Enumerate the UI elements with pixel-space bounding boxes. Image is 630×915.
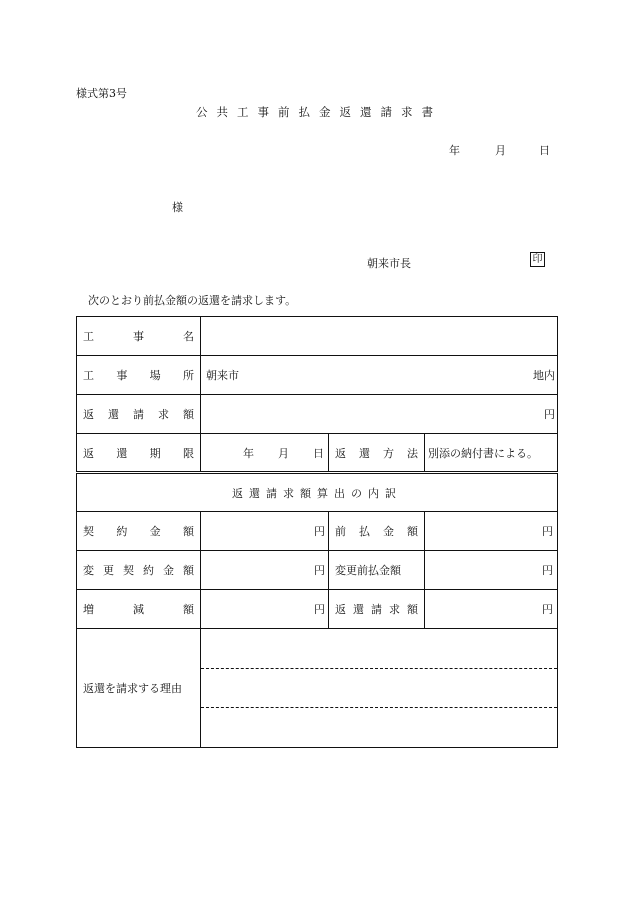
char: 増 [83,603,94,616]
construction-site-field[interactable] [201,356,558,395]
construction-site-suffix: 地内 [533,369,556,382]
row-return-amount [77,395,558,434]
intro-text: 次のとおり前払金額の返還を請求します。 [88,294,297,307]
label-construction-site-text [83,367,194,383]
char: 返 [83,446,94,460]
label-change-amount-text [83,601,194,617]
construction-site-city: 朝来市 [206,369,239,382]
char: 返 [335,603,346,616]
char: 還 [108,408,119,421]
yen-unit: 円 [314,525,325,538]
char: 約 [116,525,128,538]
yen-unit: 円 [542,603,554,616]
char: 契 [123,564,134,577]
char: 求 [158,408,169,421]
char: 場 [149,369,161,382]
label-contract-amount-text [83,523,194,539]
char: 払 [359,525,370,538]
label-construction-site [77,356,201,395]
label-return-amount [77,395,201,434]
advance-amount-field[interactable] [425,512,558,551]
construction-site-content [206,367,555,383]
seal-mark: 印 [530,252,545,267]
char: 還 [353,603,364,616]
construction-name-field[interactable] [201,317,558,356]
char: 金 [163,564,174,577]
deadline-field[interactable] [201,434,329,473]
label-reason: 返還を請求する理由 [77,629,201,748]
char: 額 [407,525,418,538]
label-construction-name [77,317,201,356]
yen-unit: 円 [544,408,556,421]
deadline-content [207,445,324,461]
change-amount-field[interactable] [201,590,329,629]
char: 前 [335,525,346,538]
document-title: 公共工事前払金返還請求書 [196,105,442,119]
issuer-name: 朝来市長 [367,257,411,270]
reason-line-1[interactable] [201,629,557,669]
label-method-text [335,445,418,461]
request-form-table [76,316,558,748]
yen-unit: 円 [314,603,325,616]
method-value: 別添の納付書による。 [425,434,558,473]
changed-advance-field[interactable] [425,551,558,590]
contract-amount-field[interactable] [201,512,329,551]
char: 変 [83,564,94,577]
row-construction-name [77,317,558,356]
document-date [449,142,550,158]
label-deadline-text [83,445,194,461]
char: 限 [182,446,194,460]
char: 事 [116,369,128,382]
char: 還 [116,446,128,460]
char: 返 [83,408,94,421]
char: 工 [83,369,94,382]
char: 返 [335,446,346,460]
char: 求 [389,603,400,616]
char: 請 [133,408,144,421]
char: 額 [183,603,194,616]
return-amount-2-field[interactable] [425,590,558,629]
char: 更 [103,564,114,577]
label-return-amount-2 [329,590,425,629]
char: 所 [182,369,194,382]
label-return-amount-2-text [335,601,418,617]
reason-line-3[interactable] [201,708,557,747]
label-deadline [77,434,201,473]
date-month: 月 [495,144,506,157]
yen-unit: 円 [542,525,554,538]
changed-contract-field[interactable] [201,551,329,590]
row-changed-contract-advance [77,551,558,590]
yen-unit: 円 [542,564,554,577]
char: 請 [371,603,382,616]
char: 工 [83,330,94,343]
char: 法 [407,446,418,460]
char: 還 [359,446,370,460]
breakdown-title: 返還請求額算出の内訳 [77,473,558,512]
deadline-day: 日 [313,446,324,460]
char: 約 [143,564,154,577]
deadline-month: 月 [278,446,289,460]
char: 額 [183,408,194,421]
form-number: 様式第3号 [76,87,127,100]
date-year: 年 [449,144,460,157]
char: 額 [407,603,418,616]
label-contract-amount [77,512,201,551]
return-amount-field[interactable] [201,395,558,434]
row-construction-site [77,356,558,395]
reason-field[interactable] [201,629,558,748]
char: 名 [183,330,194,343]
char: 額 [183,564,194,577]
label-changed-contract [77,551,201,590]
reason-line-2[interactable] [201,669,557,709]
label-construction-name-text [83,328,194,344]
yen-unit: 円 [314,564,325,577]
label-change-amount [77,590,201,629]
char: 契 [83,525,94,538]
label-changed-contract-text [83,562,194,578]
addressee-suffix: 様 [172,201,183,214]
date-day: 日 [539,144,550,157]
label-method [329,434,425,473]
label-changed-advance: 変更前払金額 [329,551,425,590]
char: 方 [383,446,394,460]
char: 金 [149,525,161,538]
row-reason [77,629,558,748]
char: 額 [182,525,194,538]
row-breakdown-title [77,473,558,512]
char: 減 [133,603,144,616]
char: 期 [149,446,161,460]
deadline-year: 年 [243,446,254,460]
label-advance-amount-text [335,523,418,539]
char: 事 [133,330,144,343]
row-change-return [77,590,558,629]
row-deadline-method [77,434,558,473]
label-return-amount-text [83,406,194,422]
char: 金 [383,525,394,538]
row-contract-advance [77,512,558,551]
label-advance-amount [329,512,425,551]
